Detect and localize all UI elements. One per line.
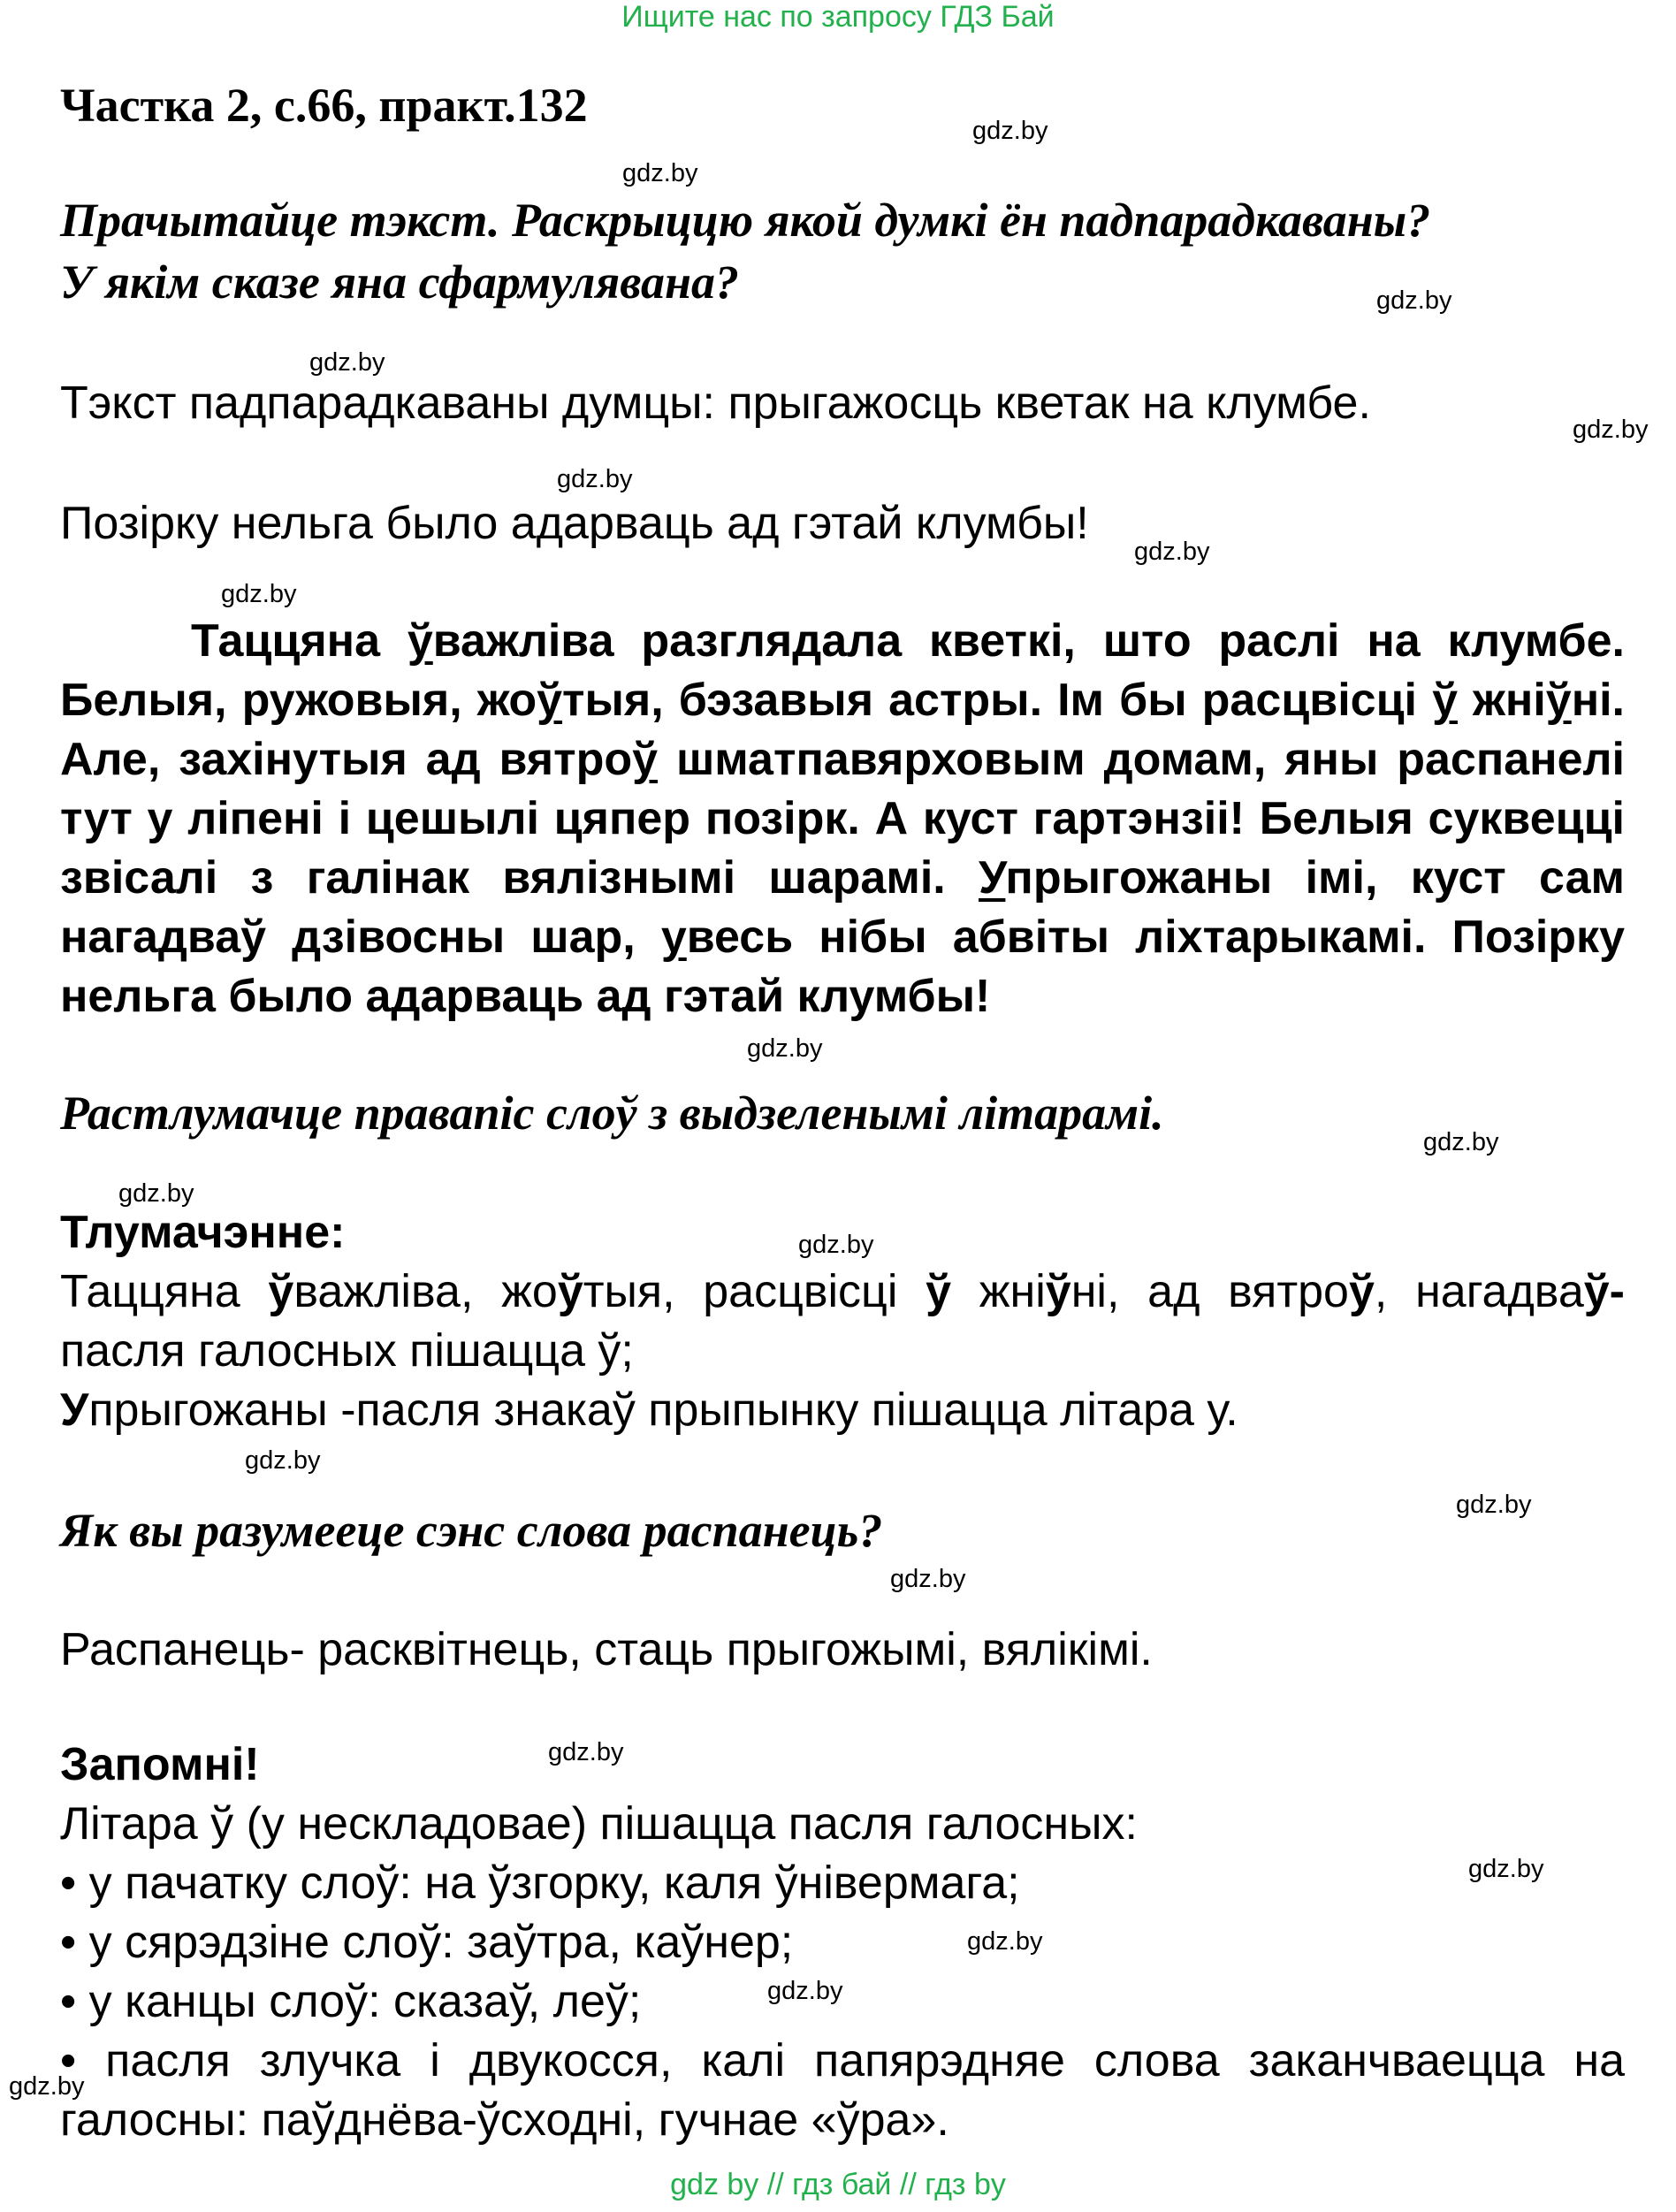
watermark: gdz.by <box>1423 1128 1499 1156</box>
highlighted-letter: ў <box>1432 675 1458 726</box>
watermark: gdz.by <box>890 1565 966 1593</box>
watermark: gdz.by <box>1376 286 1452 315</box>
remember-bullet-3: • у канцы слоў: сказаў, леў; <box>60 1976 642 2027</box>
watermark: gdz.by <box>1468 1855 1544 1883</box>
highlighted-letter: ў <box>407 615 433 667</box>
watermark: gdz.by <box>1573 416 1649 444</box>
watermark: gdz.by <box>309 348 385 377</box>
remember-heading: Запомні! <box>60 1739 260 1790</box>
watermark: gdz.by <box>1134 538 1210 566</box>
question-1-line-1: Прачытайце тэкст. Раскрыццю якой думкі ён падпарадкаваны? <box>60 194 1431 247</box>
watermark: gdz.by <box>548 1738 624 1766</box>
watermark: gdz.by <box>747 1034 823 1063</box>
watermark: gdz.by <box>221 580 297 608</box>
watermark: gdz.by <box>557 465 633 493</box>
top-banner[interactable]: Ищите нас по запросу ГДЗ Бай <box>621 0 1055 34</box>
remember-bullet-2: • у сярэдзіне слоў: заўтра, каўнер; <box>60 1917 794 1968</box>
watermark: gdz.by <box>1456 1491 1532 1519</box>
watermark: gdz.by <box>118 1179 194 1208</box>
explanation-text <box>60 1262 1625 1440</box>
source-text: Таццяна ўважліва разглядала кветкі, што раслі на клумбе. Белыя, ружовыя, жоўтыя, бэзавыя астры. Ім бы расцвісці ў жніўні. Але, захінутыя ад вятроў шматпавярховым домам, яны распанелі тут у ліпені і цешылі цяпер позірк. А куст гартэнзіі! Белыя суквецці звісалі з галінак вялізнымі шарамі. Упрыгожаны імі, куст сам нагадваў дзівосны шар, увесь нібы абвіты ліхтарыкамі. Позірку нельга было адарваць ад гэтай клумбы! <box>60 615 1626 1022</box>
answer-1-line-1: Тэкст падпарадкаваны думцы: прыгажосць кветак на клумбе. <box>60 378 1371 429</box>
explanation-line-1: Таццяна ўважліва, жоўтыя, расцвісці ў жніўні, ад вятроў, нагадваў- <box>60 1266 1625 1317</box>
watermark: gdz.by <box>9 2072 85 2101</box>
remember-intro: Літара ў (у нескладовае) пішацца пасля галосных: <box>60 1798 1138 1850</box>
answer-1-line-2: Позірку нельга было адарваць ад гэтай клумбы! <box>60 498 1089 549</box>
explanation-heading: Тлумачэнне: <box>60 1207 346 1258</box>
highlighted-letter: У <box>979 852 1006 904</box>
highlighted-letter: ў <box>632 734 659 785</box>
remember-bullet-4-line-1: • пасля злучка і двукосся, калі папярэдняе слова заканчваецца на <box>60 2035 1625 2086</box>
watermark: gdz.by <box>798 1231 874 1259</box>
highlighted-letter: у <box>660 911 687 963</box>
remember-bullet-4-line-2: галосны: паўднёва-ўсходні, гучнае «ўра». <box>60 2094 949 2146</box>
watermark: gdz.by <box>967 1927 1043 1956</box>
highlighted-letter: ў <box>1545 675 1572 726</box>
footer-links[interactable]: gdz by // гдз бай // гдз by <box>670 2168 1006 2201</box>
remember-bullet-1: • у пачатку слоў: на ўзгорку, каля ўнівермага; <box>60 1857 1020 1909</box>
explanation-line-2: пасля галосных пішацца ў; <box>60 1325 634 1377</box>
watermark: gdz.by <box>767 1977 843 2005</box>
question-1-line-2: У якім сказе яна сфармулявана? <box>60 256 739 309</box>
watermark: gdz.by <box>622 159 698 187</box>
page-title: Частка 2, с.66, практ.132 <box>60 79 588 132</box>
remember-rules <box>60 1795 1625 2150</box>
watermark: gdz.by <box>972 117 1048 145</box>
answer-3: Распанець- расквітнець, стаць прыгожымі, вялікімі. <box>60 1624 1153 1675</box>
explanation-line-3: Упрыгожаны -пасля знакаў прыпынку пішацца літара у. <box>60 1384 1238 1436</box>
highlighted-letter: ў <box>537 675 563 726</box>
question-3: Як вы разумееце сэнс слова распанець? <box>60 1504 883 1557</box>
watermark: gdz.by <box>245 1446 321 1475</box>
question-2: Растлумачце правапіс слоў з выдзеленымі літарамі. <box>60 1087 1164 1140</box>
